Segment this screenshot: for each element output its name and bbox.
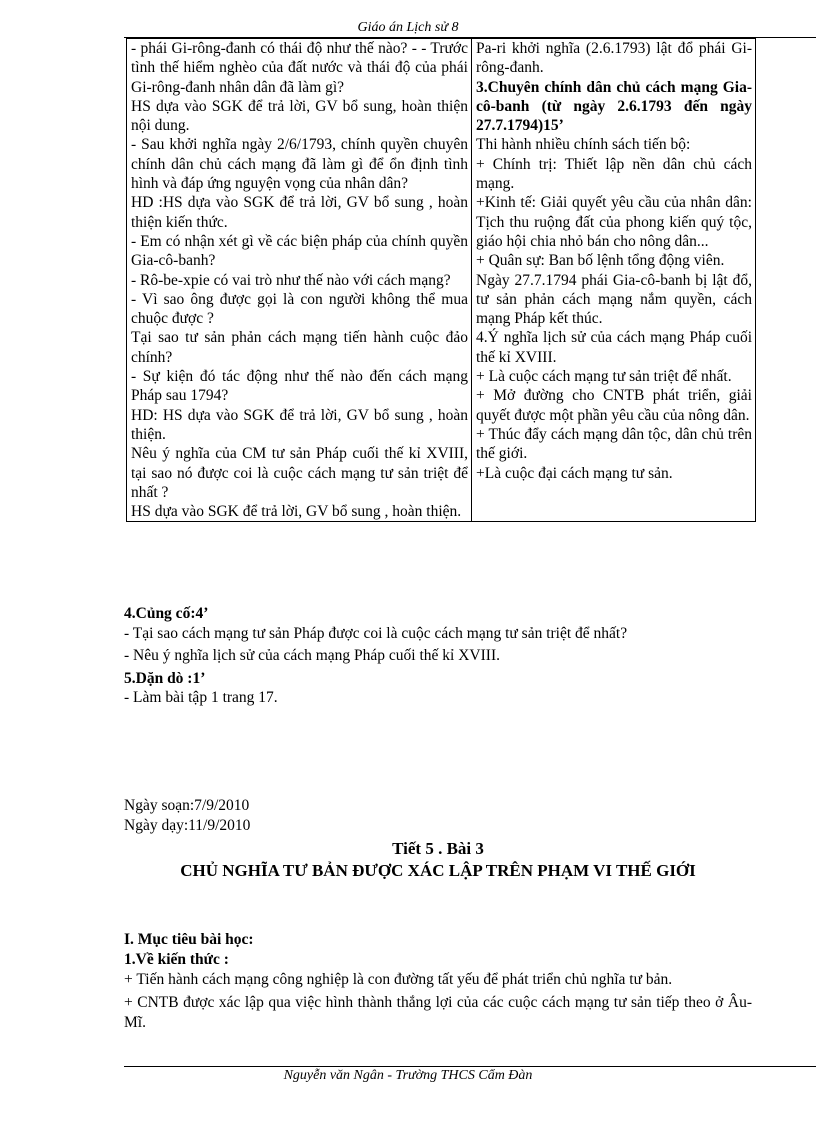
knowledge-heading: 1.Về kiến thức :: [124, 951, 229, 968]
consolidation-item: - Tại sao cách mạng tư sản Pháp được coi là cuộc cách mạng tư sản triệt để nhất?: [124, 624, 628, 642]
activity-line: HS dựa vào SGK để trả lời, GV bổ sung , hoàn thiện.: [131, 503, 462, 521]
activity-line: - Rô-be-xpie có vai trò như thế nào với cách mạng?: [131, 271, 451, 289]
content-intro: Pa-ri khởi nghĩa (2.6.1793) lật đổ phái Gi-rông-đanh.: [476, 40, 752, 77]
activity-line: - Vì sao ông được gọi là con người không thể mua chuộc được ?: [131, 290, 468, 328]
lesson-title-block: [124, 838, 752, 882]
content-line: + Là cuộc cách mạng tư sản triệt để nhất.: [476, 368, 732, 386]
footer-rule: [124, 1066, 816, 1067]
content-line: Ngày 27.7.1794 phái Gia-cô-banh bị lật đổ, tư sản phản cách mạng nắm quyền, cách mạng Pháp kết thúc.: [476, 271, 752, 328]
content-line: Thi hành nhiều chính sách tiến bộ:: [476, 136, 691, 154]
activity-line: - Em có nhận xét gì về các biện pháp của chính quyền Gia-cô-banh?: [131, 232, 468, 270]
consolidation-heading: 4.Củng cố:4’: [124, 605, 209, 622]
homework-item: - Làm bài tập 1 trang 17.: [124, 689, 278, 706]
activity-line: HD: HS dựa vào SGK để trả lời, GV bổ sung , hoàn thiện.: [131, 406, 468, 443]
review-section: [124, 604, 752, 708]
activity-line: - Sau khởi nghĩa ngày 2/6/1793, chính quyền chuyên chính dân chủ cách mạng đã làm gì để ổn định tình hình và đáp ứng nguyện vọng của nhân dân?: [131, 136, 468, 193]
activity-line: - Sự kiện đó tác động như thế nào đến cách mạng Pháp sau 1794?: [131, 368, 468, 405]
content-line: +Là cuộc đại cách mạng tư sản.: [476, 464, 673, 482]
page-footer: Nguyễn văn Ngân - Trường THCS Cẩm Đàn: [283, 1068, 533, 1083]
activities-column: [127, 39, 472, 522]
objectives-heading: I. Mục tiêu bài học:: [124, 931, 254, 948]
lesson-dates: [124, 796, 250, 836]
activity-line: - phái Gi-rông-đanh có thái độ như thế nào? - - Trước tình thế hiểm nghèo của đất nước và thái độ của phái Gi-rông-đanh nhân dân đã làm gì?: [131, 40, 468, 96]
activity-line: Nêu ý nghĩa của CM tư sản Pháp cuối thế kỉ XVIII, tại sao nó được coi là cuộc cách mạng tư sản triệt để nhất ?: [131, 445, 468, 501]
content-line: + Thúc đẩy cách mạng dân tộc, dân chủ trên thế giới.: [476, 425, 752, 463]
section-4-heading: 4.Ý nghĩa lịch sử của cách mạng Pháp cuối thế kỉ XVIII.: [476, 329, 752, 366]
activity-line: HS dựa vào SGK để trả lời, GV bổ sung, hoàn thiện nội dung.: [131, 97, 468, 135]
section-3-heading: 3.Chuyên chính dân chủ cách mạng Gia-cô-banh (từ ngày 2.6.1793 đến ngày 27.7.1794)15’: [476, 78, 752, 135]
content-line: + Mở đường cho CNTB phát triển, giải quyết được một phần yêu cầu của nông dân.: [476, 387, 752, 424]
activity-line: Tại sao tư sản phản cách mạng tiến hành cuộc đảo chính?: [131, 329, 468, 366]
taught-date: Ngày dạy:11/9/2010: [124, 817, 251, 834]
objective-item: + Tiến hành cách mạng công nghiệp là con đường tất yếu để phát triển chủ nghĩa tư bản.: [124, 971, 673, 988]
content-column: [472, 39, 756, 522]
consolidation-item: - Nêu ý nghĩa lịch sử của cách mạng Pháp cuối thế kỉ XVIII.: [124, 647, 500, 664]
objectives-section: [124, 930, 752, 1033]
content-line: + Quân sự: Ban bố lệnh tổng động viên.: [476, 252, 725, 270]
prepared-date: Ngày soạn:7/9/2010: [124, 797, 250, 814]
lesson-table: [126, 38, 756, 522]
activity-line: HD :HS dựa vào SGK để trả lời, GV bổ sung , hoàn thiện kiến thức.: [131, 194, 468, 231]
objective-item: + CNTB được xác lập qua việc hình thành thắng lợi của các cuộc cách mạng tư sản tiếp theo ở Âu-Mĩ.: [124, 994, 752, 1031]
content-line: +Kinh tế: Giải quyết yêu cầu của nhân dân: Tịch thu ruộng đất của phong kiến quý tộc, giáo hội chia nhỏ bán cho nông dân...: [476, 194, 752, 250]
page-header: Giáo án Lịch sử 8: [357, 20, 459, 35]
content-line: + Chính trị: Thiết lập nền dân chủ cách mạng.: [476, 155, 752, 193]
homework-heading: 5.Dặn dò :1’: [124, 669, 206, 687]
lesson-number: Tiết 5 . Bài 3: [392, 839, 484, 858]
lesson-title: CHỦ NGHĨA TƯ BẢN ĐƯỢC XÁC LẬP TRÊN PHẠM VI THẾ GIỚI: [180, 861, 696, 880]
